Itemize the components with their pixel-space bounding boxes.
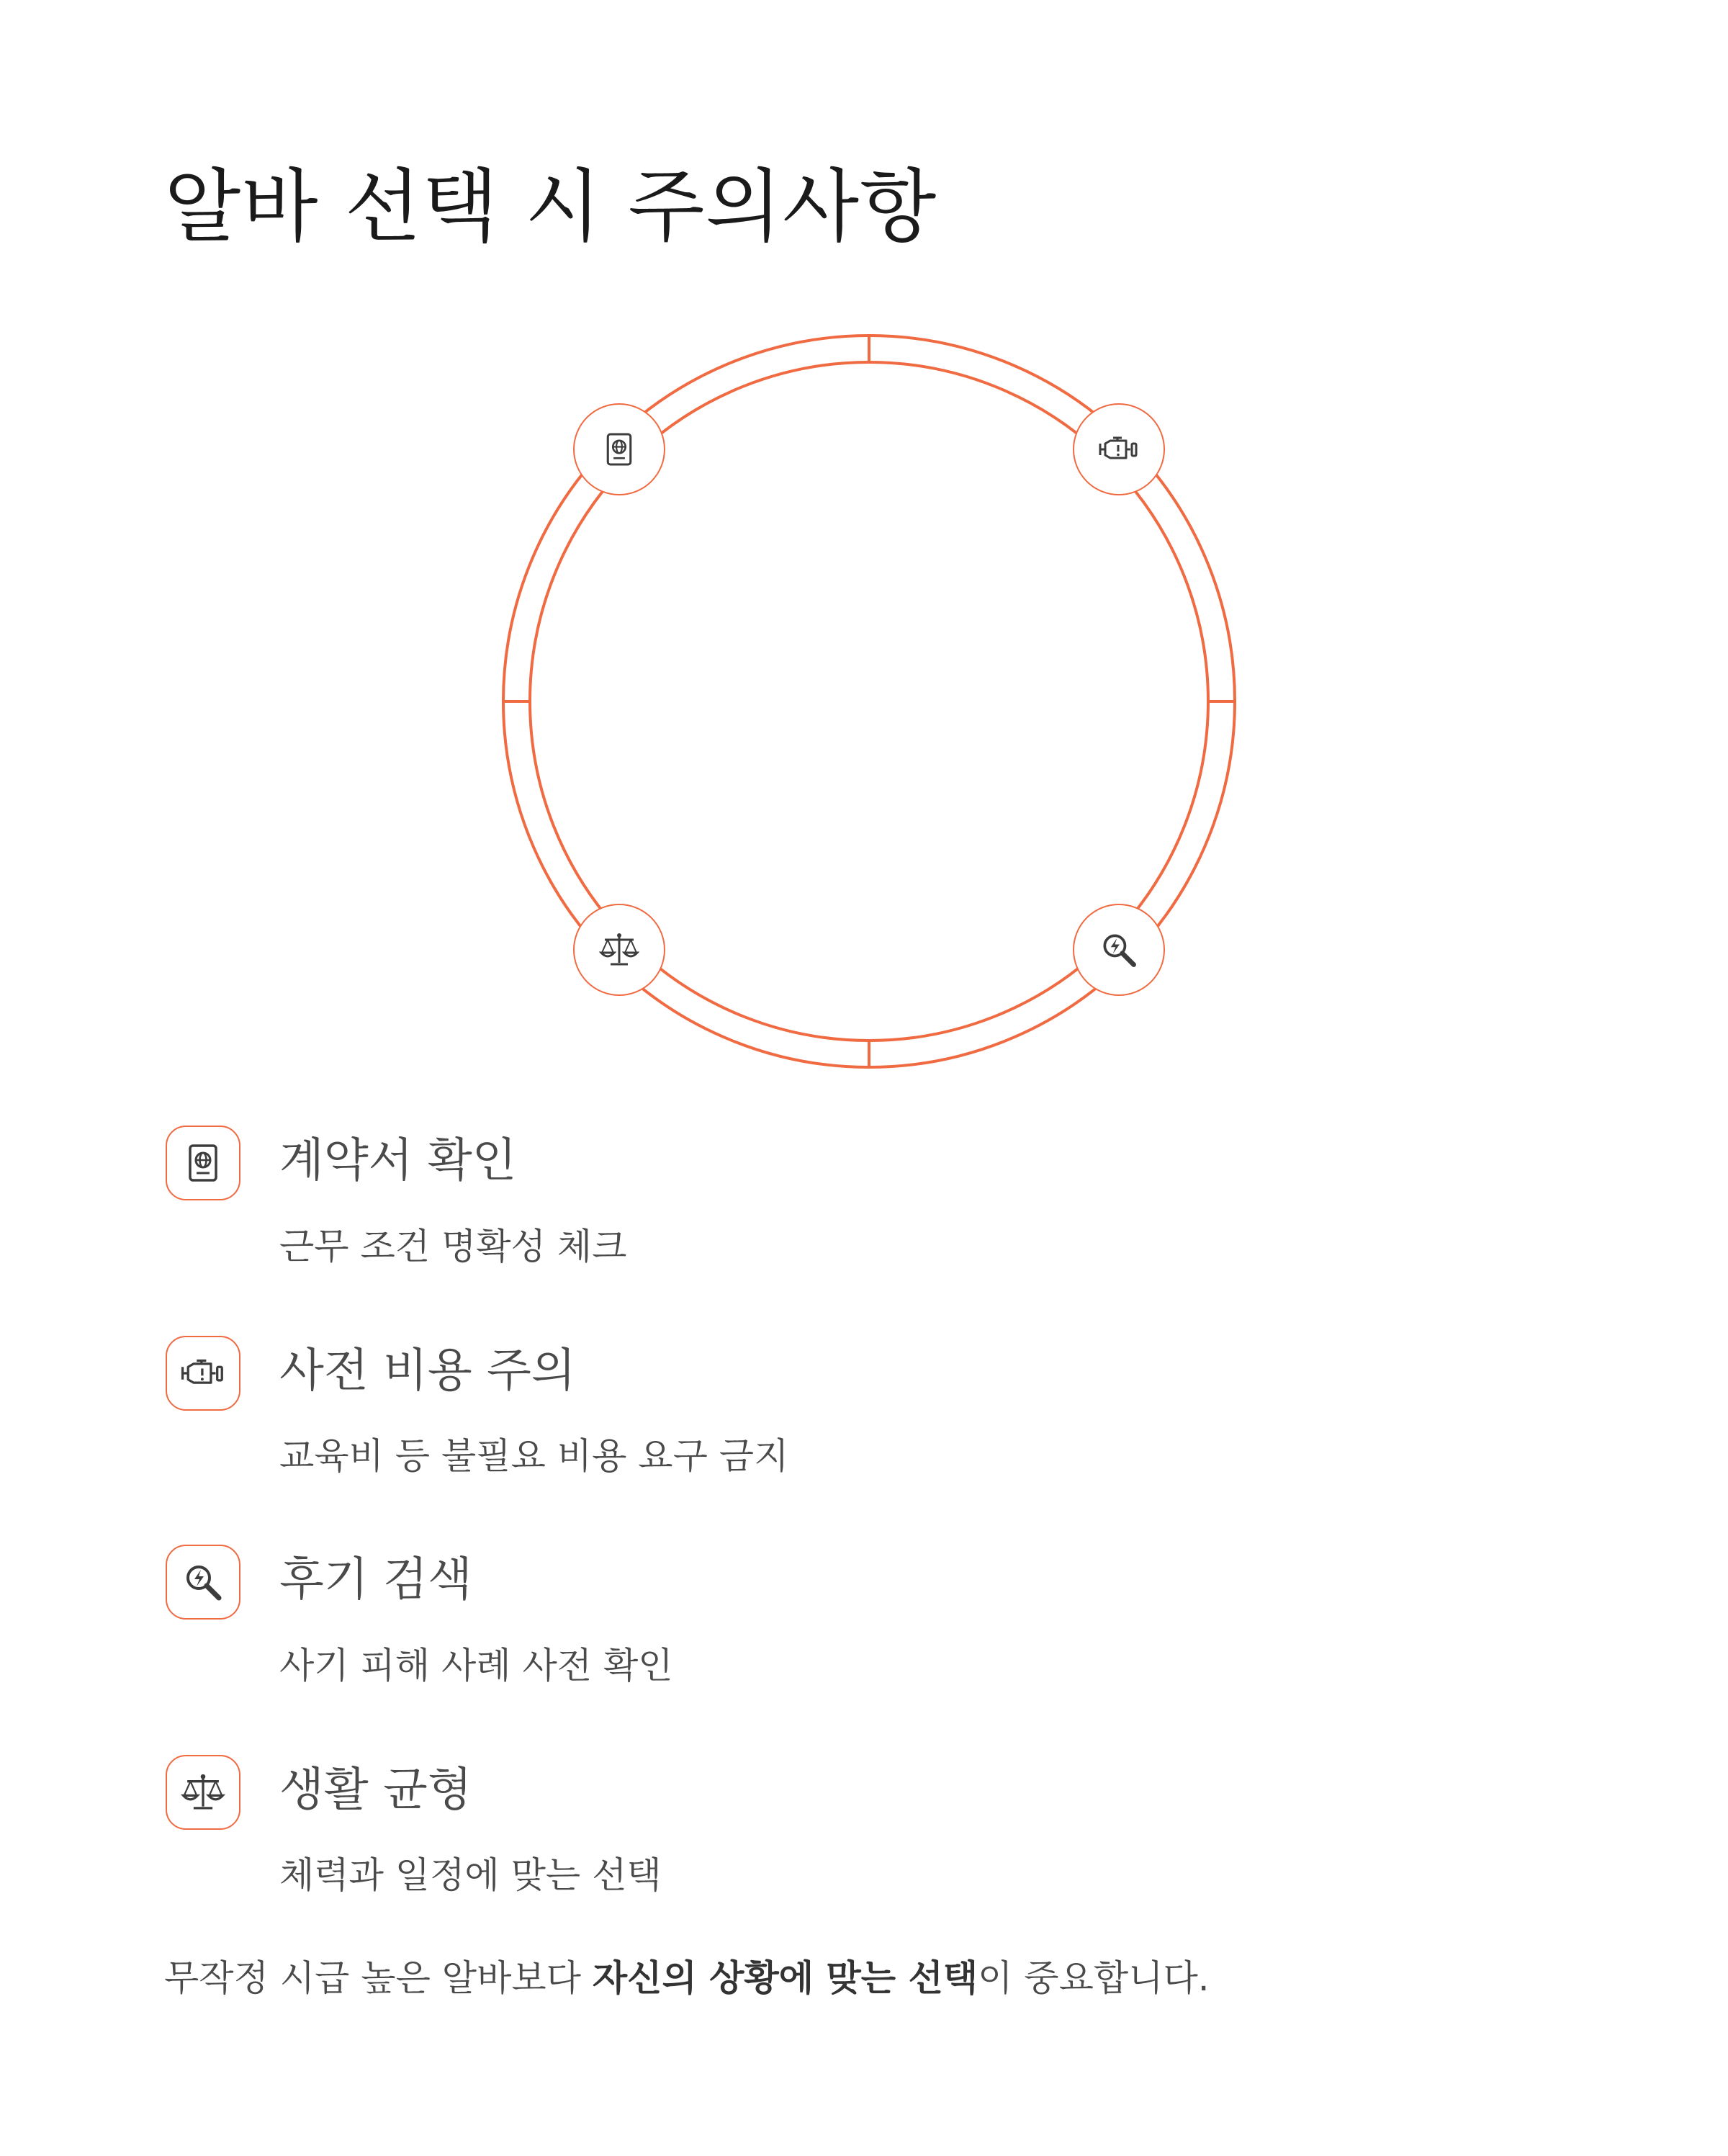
- footer-suffix: 이 중요합니다.: [978, 1957, 1210, 1999]
- passport-icon: [599, 429, 639, 470]
- balance-scale-icon: [178, 1767, 228, 1818]
- ring-node-balance: [573, 904, 665, 996]
- list-icon-balance: [166, 1755, 240, 1830]
- item-title-cost: 사전 비용 주의: [279, 1344, 576, 1398]
- item-title-review: 후기 검색: [279, 1553, 472, 1607]
- engine-warning-icon: [1096, 426, 1142, 472]
- engine-warning-icon: [178, 1348, 228, 1398]
- item-title-contract: 계약서 확인: [279, 1134, 517, 1187]
- ring-node-cost: [1073, 403, 1165, 495]
- page-title: 알바 선택 시 주의사항: [164, 161, 937, 253]
- ring-node-review: [1073, 904, 1165, 996]
- list-icon-contract: [166, 1126, 240, 1200]
- footer-emphasis: 자신의 상황에 맞는 선택: [592, 1957, 978, 1999]
- item-desc-contract: 근무 조건 명확성 체크: [279, 1226, 627, 1267]
- footer-prefix: 무작정 시급 높은 알바보다: [164, 1957, 593, 1999]
- list-icon-cost: [166, 1336, 240, 1411]
- item-desc-review: 사기 피해 사례 사전 확인: [279, 1645, 673, 1686]
- ring-node-contract: [573, 403, 665, 495]
- item-desc-balance: 체력과 일정에 맞는 선택: [279, 1854, 662, 1896]
- search-lightning-icon: [1097, 928, 1140, 971]
- item-desc-cost: 교육비 등 불필요 비용 요구 금지: [279, 1435, 789, 1477]
- list-icon-review: [166, 1545, 240, 1620]
- balance-scale-icon: [596, 927, 642, 973]
- search-lightning-icon: [180, 1559, 226, 1605]
- item-title-balance: 생활 균형: [279, 1764, 472, 1817]
- footer-note: [164, 1953, 1210, 2003]
- passport-icon: [180, 1140, 226, 1186]
